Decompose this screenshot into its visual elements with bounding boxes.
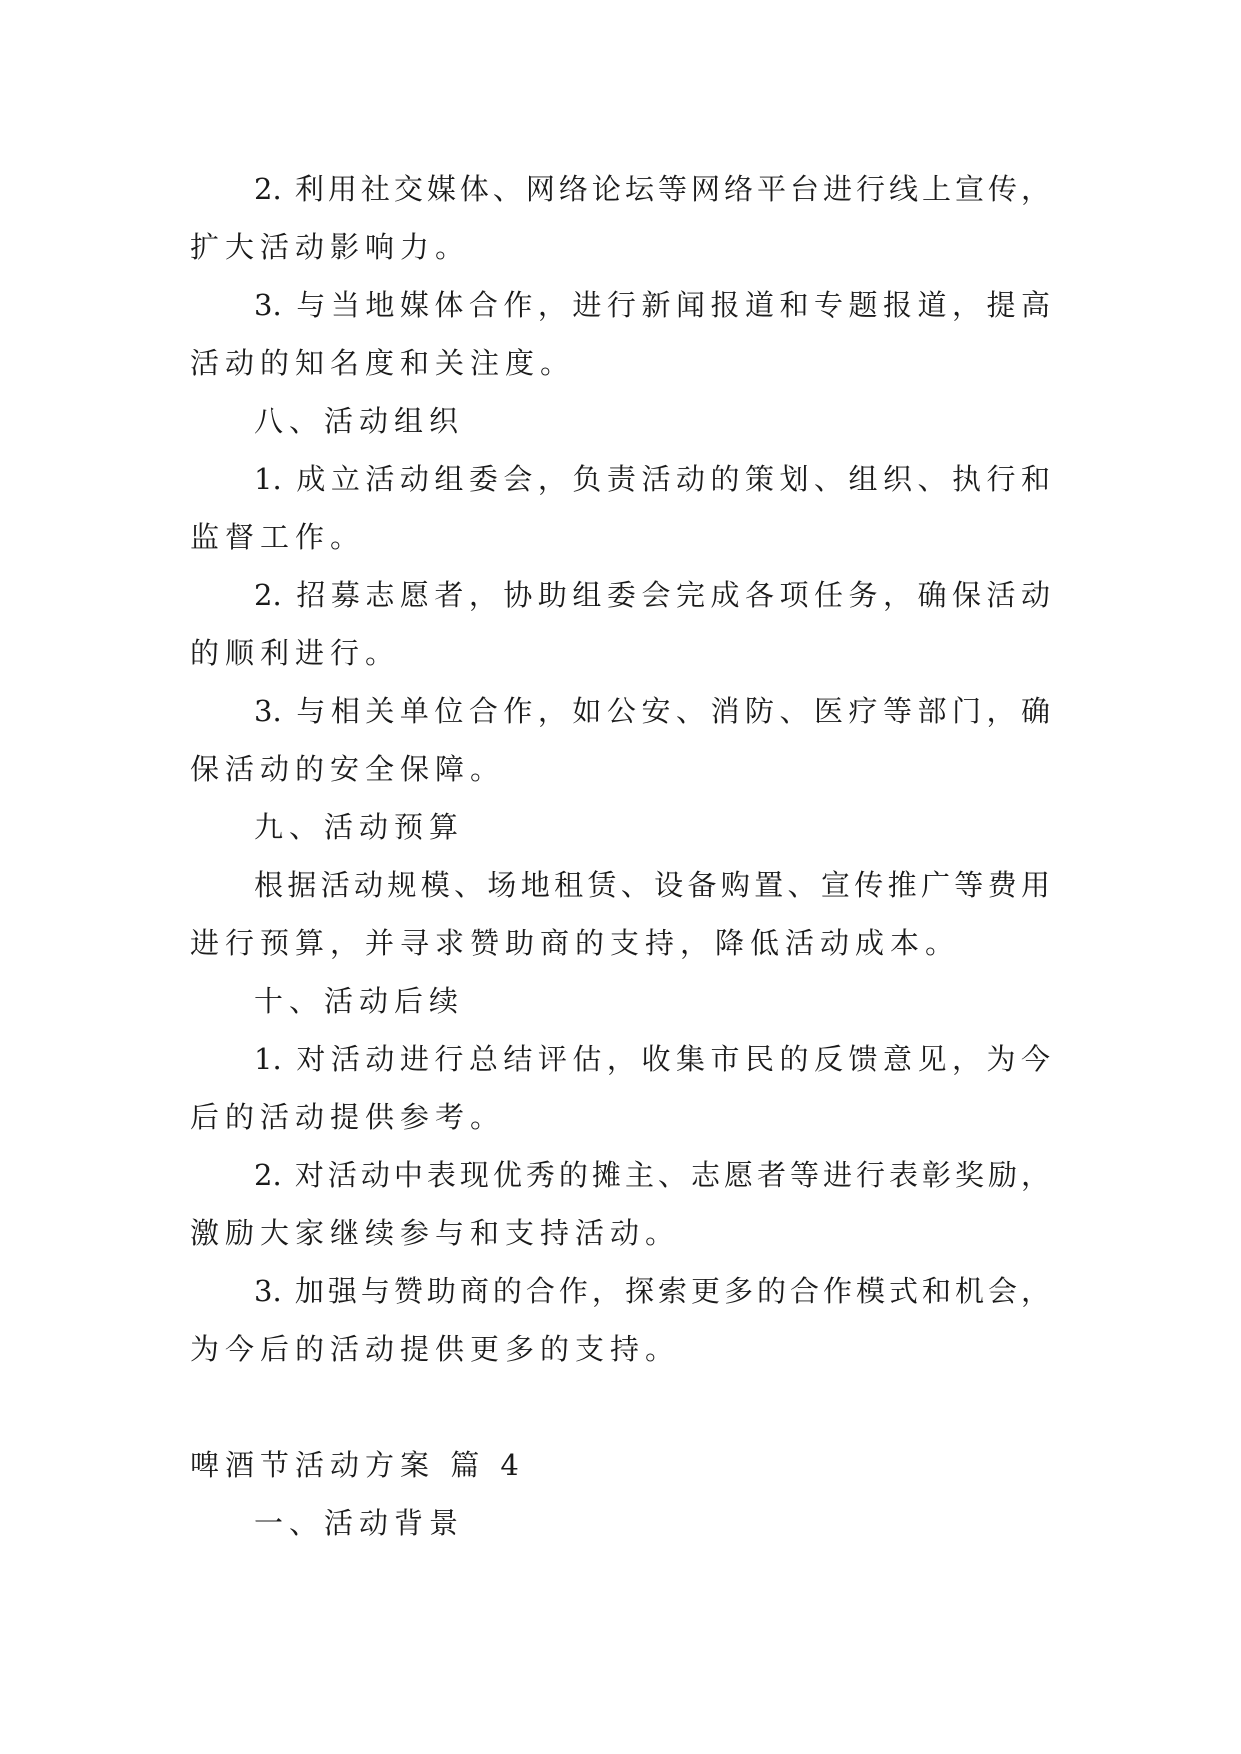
- paragraph-line: 扩大活动影响力。: [190, 230, 471, 264]
- paragraph-line: 2. 利用社交媒体、网络论坛等网络平台进行线上宣传，: [254, 172, 1050, 206]
- paragraph-line: 的顺利进行。: [190, 636, 401, 670]
- paragraph-line: 1. 成立活动组委会，负责活动的策划、组织、执行和: [254, 462, 1050, 496]
- paragraph-safety: [190, 682, 1050, 798]
- paragraph-committee: [190, 450, 1050, 566]
- paragraph-line: 监督工作。: [190, 520, 366, 554]
- paragraph-line: 3. 加强与赞助商的合作，探索更多的合作模式和机会，: [254, 1274, 1050, 1308]
- paragraph-promotion-online: [190, 160, 1050, 276]
- paragraph-line: 为今后的活动提供更多的支持。: [190, 1332, 681, 1366]
- paragraph-sponsors: [190, 1262, 1050, 1378]
- paragraph-promotion-media: [190, 276, 1050, 392]
- paragraph-volunteers: [190, 566, 1050, 682]
- paragraph-line: 后的活动提供参考。: [190, 1100, 506, 1134]
- paragraph-line: 2. 招募志愿者，协助组委会完成各项任务，确保活动: [254, 578, 1050, 612]
- paragraph-line: 根据活动规模、场地租赁、设备购置、宣传推广等费用: [254, 868, 1050, 902]
- paragraph-line: 3. 与相关单位合作，如公安、消防、医疗等部门，确: [254, 694, 1050, 728]
- paragraph-line: 激励大家继续参与和支持活动。: [190, 1216, 681, 1250]
- paragraph-evaluation: [190, 1030, 1050, 1146]
- paragraph-awards: [190, 1146, 1050, 1262]
- section-spacer: [190, 1378, 1050, 1436]
- section-heading-budget: 九、活动预算: [254, 810, 465, 844]
- paragraph-line: 进行预算，并寻求赞助商的支持，降低活动成本。: [190, 926, 961, 960]
- paragraph-line: 1. 对活动进行总结评估，收集市民的反馈意见，为今: [254, 1042, 1050, 1076]
- section-heading-organization: 八、活动组织: [254, 404, 465, 438]
- paragraph-line: 保活动的安全保障。: [190, 752, 506, 786]
- paragraph-budget: [190, 856, 1050, 972]
- paragraph-line: 3. 与当地媒体合作，进行新闻报道和专题报道，提高: [254, 288, 1050, 322]
- paragraph-line: 活动的知名度和关注度。: [190, 346, 576, 380]
- section-heading-background: 一、活动背景: [254, 1506, 465, 1540]
- section-title: 啤酒节活动方案 篇 4: [190, 1448, 525, 1482]
- section-heading-follow-up: 十、活动后续: [254, 984, 465, 1018]
- document-body: [190, 160, 1050, 1552]
- paragraph-line: 2. 对活动中表现优秀的摊主、志愿者等进行表彰奖励，: [254, 1158, 1050, 1192]
